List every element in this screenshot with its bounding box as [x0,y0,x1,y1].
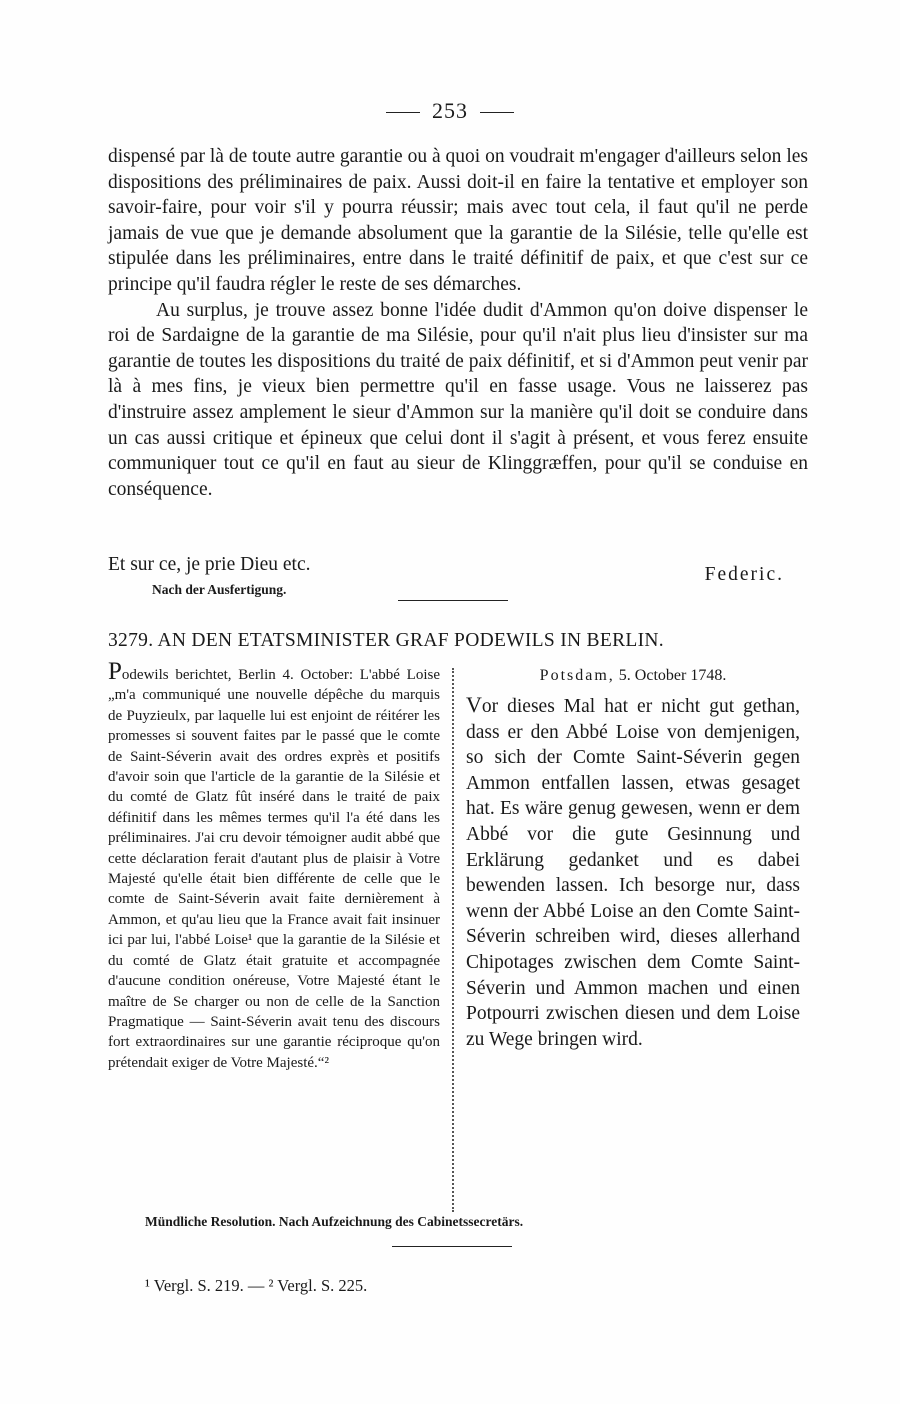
dateline-place: Potsdam, [539,667,615,684]
resolution-text-block [466,692,800,1052]
page-number-line [0,98,900,124]
report-summary-column [108,658,440,1073]
footnote-divider [392,1246,512,1247]
report-summary-text: odewils berichtet, Berlin 4. October: L'abbé Loise „m'a communiqué une nouvelle dépêche du marquis de Puyzieulx, par laquelle lui est enjoint de réitérer les promesses si souvent faites par le passé que le comte de Saint-Séverin avait des ordres exprès et positifs d'avoir soin que l'article de la garantie de la Silésie et du comté de Glatz fût inséré dans le traité de paix définitif dans les mêmes termes qu'il l'a été dans les préliminaires. J'ai cru devoir témoigner audit abbé que cette déclaration ferait d'autant plus de plaisir à Votre Majesté qu'elle était bien différente de celle que le comte de Saint-Séverin avait faite dernièrement à Ammon, et qu'au lieu que la France avait fait insinuer ici par lui, l'abbé Loise¹ que la garantie de la Silésie et du comté de Glatz était gratuite et accompagnée d'aucune condition onéreuse, Votre Majesté étant le maître de Se charger ou non de celle de la Sanction Pragmatique — Saint-Séverin avait tenu des discours fort extraordinaires sur une garantie réciproque qu'on prétendait exiger de Votre Majesté.“² [108,667,440,1071]
page-number: 253 [432,98,468,123]
body-paragraph: Au surplus, je trouve assez bonne l'idée dudit d'Ammon qu'on doive dispenser le roi de Sardaigne de la garantie de ma Silésie, pour qu'il n'ait plus lieu d'insister sur ma garantie de toutes les dispositions du traité de paix définitif, et si d'Ammon peut venir par là à mes fins, je vieux bien permettre qu'il en fasse usage. Vous ne laisserez pas d'instruire assez amplement le sieur d'Ammon sur la manière qu'il doit se conduire dans un cas aussi critique et épineux que celui dont il s'agit à présent, et vous ferez ensuite communiquer tout ce qu'il en faut au sieur de Klinggræffen, pour qu'il se conduise en conséquence. [108,299,808,500]
dateline [466,666,800,686]
page-number-dash-right [480,112,514,113]
dropcap: P [108,658,122,685]
resolution-column [466,666,800,1052]
resolution-initial: V [466,692,482,717]
dateline-date: 5. October 1748. [618,667,727,684]
resolution-note: Mündliche Resolution. Nach Aufzeichnung des Cabinetssecretärs. [145,1214,524,1229]
footnotes: ¹ Vergl. S. 219. — ² Vergl. S. 225. [145,1276,368,1295]
body-paragraph: dispensé par là de toute autre garantie ou à quoi on voudrait m'engager d'ailleurs selon les dispositions des préliminaires de paix. Aussi doit-il en faire la tentative et employer son savoir-faire, pour voir s'il y pourra réussir; mais avec tout cela, il faut qu'il ne perde jamais de vue que je demande absolument que la garantie de la Silésie, telle qu'elle est stipulée dans les préliminaires, entre dans le traité définitif de paix, et que c'est sur ce principe qu'il faudra régler le reste de ses démarches. [108,146,808,295]
section-divider [398,600,508,601]
closing-block [108,552,784,585]
closing-formula: Et sur ce, je prie Dieu etc. [108,554,311,575]
page-number-dash-left [386,112,420,113]
source-note: Nach der Ausfertigung. [152,582,287,597]
main-text [108,144,808,502]
resolution-text: or dieses Mal hat er nicht gut gethan, dass er den Abbé Loise von demjenigen, so sich der Comte Saint-Séverin gegen Ammon entfallen lassen, etwas gesaget hat. Es wäre genug gewesen, wenn er dem Abbé vor die gute Gesinnung und Erklärung gedanket und es dabei bewenden lassen. Ich besorge nur, dass wenn der Abbé Loise an den Comte Saint-Séverin schreiben wird, dieses allerhand Chipotages zwischen dem Comte Saint-Séverin und Ammon machen und einen Potpourri zwischen diesen und dem Loise zu Wege bringen wird. [466,696,800,1050]
document-title: 3279. AN DEN ETATSMINISTER GRAF PODEWILS IN BERLIN. [108,630,664,651]
column-divider [452,668,454,1212]
signature: Federic. [704,564,784,585]
